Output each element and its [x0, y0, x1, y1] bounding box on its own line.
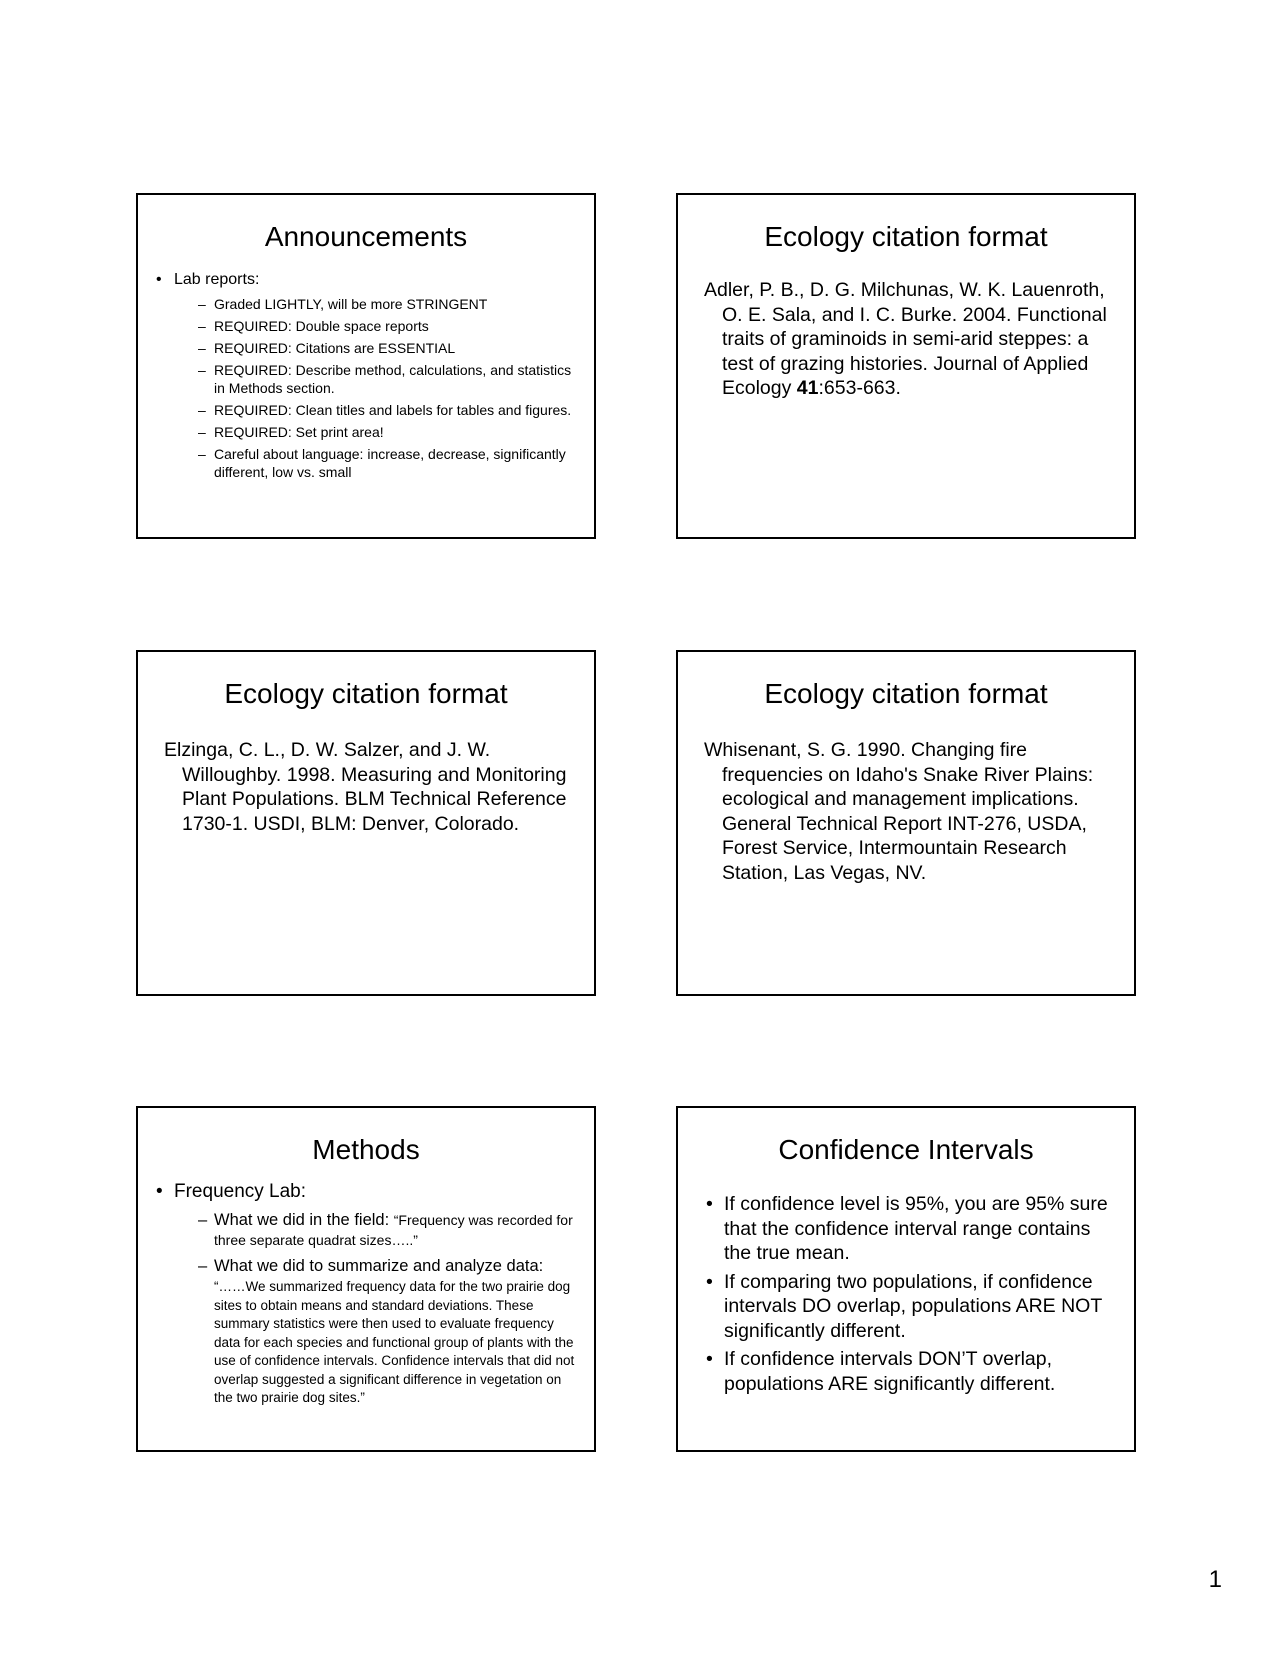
- slide-announcements: [136, 193, 596, 539]
- slide-methods: [136, 1106, 596, 1452]
- sub-bullet-analysis: [174, 1256, 580, 1408]
- field-quote: “Frequency was recorded for three separate quadrat sizes…..”: [214, 1212, 573, 1248]
- sub-bullet: – REQUIRED: Set print area!: [174, 423, 580, 441]
- slide-title: Ecology citation format: [224, 678, 508, 709]
- bullet: • If confidence intervals DON’T overlap, populations ARE significantly different.: [706, 1347, 1118, 1396]
- slide-body: [156, 1180, 580, 1408]
- citation-pages: :653-663.: [818, 377, 901, 399]
- slide-title: Methods: [312, 1134, 420, 1165]
- sub-bullet: – REQUIRED: Clean titles and labels for tables and figures.: [174, 401, 580, 419]
- citation-volume: 41: [796, 377, 819, 399]
- sub-bullet: – REQUIRED: Double space reports: [174, 317, 580, 335]
- bullet: • If comparing two populations, if confidence intervals DO overlap, populations ARE NOT significantly different.: [706, 1270, 1118, 1344]
- sub-bullet-field: [174, 1210, 580, 1250]
- citation-body: Adler, P. B., D. G. Milchunas, W. K. Lauenroth, O. E. Sala, and I. C. Burke. 2004. Functional traits of graminoids in semi-arid steppes: a test of grazing histories. Journal of Applied Ecology: [704, 279, 1107, 399]
- sub-bullet: – Careful about language: increase, decrease, significantly different, low vs. small: [174, 445, 580, 481]
- sub-bullet-label: What we did to summarize and analyze data:: [214, 1257, 544, 1275]
- citation-text: Whisenant, S. G. 1990. Changing fire frequencies on Idaho's Snake River Plains: ecological and management implications. General Technical Report INT-276, USDA, Forest Service, Intermountain Research Station, Las Vegas, NV.: [704, 739, 1094, 884]
- bullet-text: Lab reports:: [174, 271, 260, 288]
- slide-citation-elzinga: [136, 650, 596, 996]
- sub-bullet: – REQUIRED: Describe method, calculations, and statistics in Methods section.: [174, 361, 580, 397]
- slide-title: Ecology citation format: [764, 678, 1048, 709]
- bullet-text: Frequency Lab:: [174, 1181, 307, 1202]
- bullet: • If confidence level is 95%, you are 95% sure that the confidence interval range contains the true mean.: [706, 1192, 1118, 1266]
- bullet-frequency-lab: [156, 1180, 580, 1408]
- citation-text: [704, 278, 1116, 401]
- page-number: 1: [1208, 1566, 1222, 1593]
- slide-title: Ecology citation format: [764, 221, 1048, 252]
- sub-bullet: – REQUIRED: Citations are ESSENTIAL: [174, 339, 580, 357]
- sub-bullet-label: What we did in the field:: [214, 1211, 394, 1229]
- slide-title: Announcements: [264, 221, 468, 252]
- slide-citation-adler: [676, 193, 1136, 539]
- analysis-quote: “……We summarized frequency data for the two prairie dog sites to obtain means and standard deviations. These summary statistics were then used to evaluate frequency data for each species and functional group of plants with the use of confidence intervals. Confidence intervals that did not overlap suggested a significant difference in vegetation on the two prairie dog sites.”: [214, 1279, 575, 1405]
- slide-citation-whisenant: [676, 650, 1136, 996]
- slide-body: [706, 1192, 1118, 1400]
- slide-body: [156, 269, 580, 481]
- sub-bullet: – Graded LIGHTLY, will be more STRINGENT: [174, 295, 580, 313]
- citation-text: Elzinga, C. L., D. W. Salzer, and J. W. Willoughby. 1998. Measuring and Monitoring Plant Populations. BLM Technical Reference 1730-1. USDI, BLM: Denver, Colorado.: [164, 739, 567, 835]
- bullet-lab-reports: [156, 269, 580, 481]
- slide-confidence-intervals: [676, 1106, 1136, 1452]
- slide-title: Confidence Intervals: [778, 1134, 1034, 1165]
